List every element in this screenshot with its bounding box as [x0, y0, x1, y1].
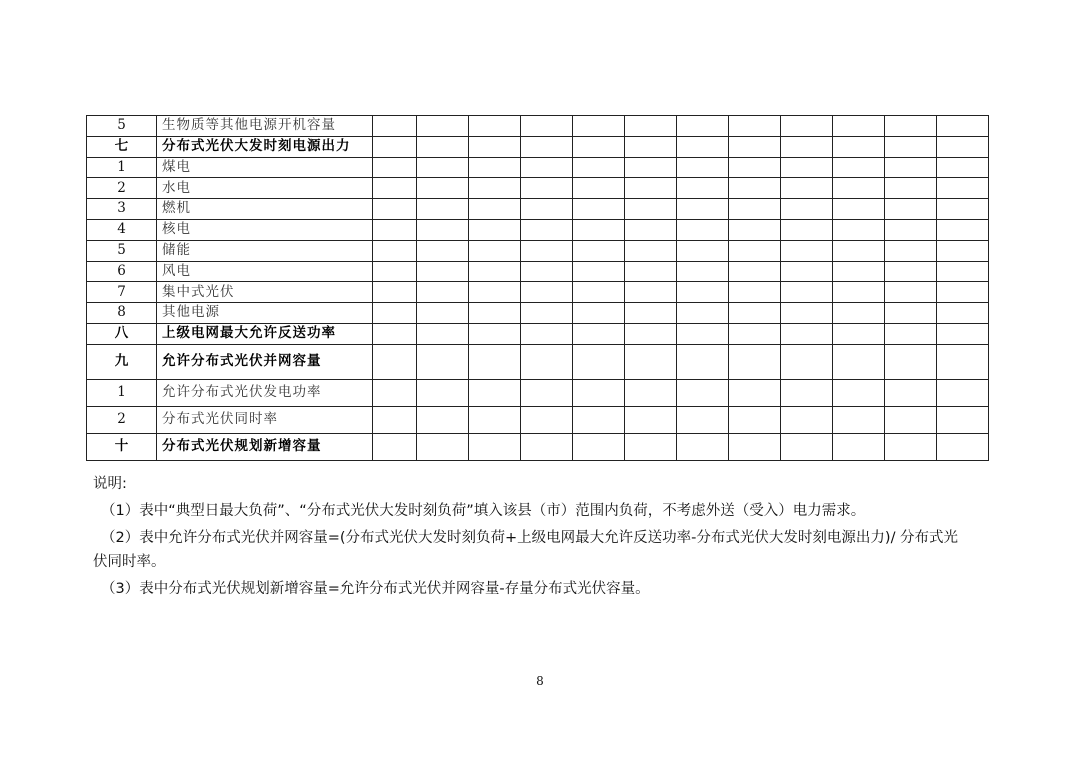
value-cell	[469, 136, 521, 157]
value-cell	[729, 433, 781, 460]
row-label-cell: 储能	[157, 240, 373, 261]
value-cell	[573, 433, 625, 460]
value-cell	[625, 323, 677, 344]
table-row	[87, 323, 989, 344]
table-row	[87, 433, 989, 460]
table-row	[87, 199, 989, 220]
row-label-cell: 其他电源	[157, 303, 373, 324]
value-cell	[521, 433, 573, 460]
row-label-cell: 风电	[157, 261, 373, 282]
value-cell	[521, 303, 573, 324]
value-cell	[781, 379, 833, 406]
value-cell	[729, 240, 781, 261]
value-cell	[573, 136, 625, 157]
value-cell	[625, 433, 677, 460]
row-number-cell: 1	[87, 379, 157, 406]
value-cell	[937, 136, 989, 157]
row-label-cell: 核电	[157, 219, 373, 240]
value-cell	[373, 199, 417, 220]
value-cell	[937, 323, 989, 344]
value-cell	[625, 303, 677, 324]
value-cell	[469, 323, 521, 344]
value-cell	[937, 406, 989, 433]
value-cell	[885, 406, 937, 433]
value-cell	[781, 406, 833, 433]
value-cell	[469, 219, 521, 240]
value-cell	[625, 240, 677, 261]
row-label-cell: 允许分布式光伏发电功率	[157, 379, 373, 406]
row-label-cell: 分布式光伏规划新增容量	[157, 433, 373, 460]
value-cell	[937, 178, 989, 199]
value-cell	[417, 344, 469, 379]
row-label-cell: 水电	[157, 178, 373, 199]
value-cell	[417, 157, 469, 178]
value-cell	[469, 282, 521, 303]
value-cell	[937, 303, 989, 324]
note-item-2-continued: 伏同时率。	[93, 554, 166, 570]
value-cell	[469, 240, 521, 261]
value-cell	[521, 219, 573, 240]
value-cell	[833, 178, 885, 199]
row-label-cell: 燃机	[157, 199, 373, 220]
value-cell	[573, 406, 625, 433]
value-cell	[469, 116, 521, 137]
value-cell	[373, 219, 417, 240]
value-cell	[625, 282, 677, 303]
value-cell	[781, 178, 833, 199]
value-cell	[625, 379, 677, 406]
value-cell	[833, 157, 885, 178]
table-row	[87, 379, 989, 406]
value-cell	[373, 261, 417, 282]
value-cell	[833, 136, 885, 157]
value-cell	[885, 157, 937, 178]
value-cell	[521, 136, 573, 157]
value-cell	[781, 116, 833, 137]
value-cell	[729, 282, 781, 303]
value-cell	[573, 240, 625, 261]
table-row	[87, 261, 989, 282]
value-cell	[885, 116, 937, 137]
value-cell	[729, 261, 781, 282]
value-cell	[833, 219, 885, 240]
value-cell	[677, 379, 729, 406]
value-cell	[833, 406, 885, 433]
value-cell	[833, 379, 885, 406]
row-number-cell: 6	[87, 261, 157, 282]
value-cell	[373, 303, 417, 324]
row-number-cell: 5	[87, 116, 157, 137]
value-cell	[373, 157, 417, 178]
value-cell	[625, 344, 677, 379]
row-number-cell: 十	[87, 433, 157, 460]
value-cell	[469, 178, 521, 199]
value-cell	[417, 219, 469, 240]
value-cell	[729, 323, 781, 344]
value-cell	[677, 323, 729, 344]
value-cell	[781, 157, 833, 178]
value-cell	[417, 116, 469, 137]
value-cell	[625, 261, 677, 282]
note-item-3: （3）表中分布式光伏规划新增容量=允许分布式光伏并网容量-存量分布式光伏容量。	[101, 581, 650, 597]
value-cell	[417, 323, 469, 344]
value-cell	[677, 219, 729, 240]
row-number-cell: 八	[87, 323, 157, 344]
value-cell	[937, 282, 989, 303]
row-label-cell: 生物质等其他电源开机容量	[157, 116, 373, 137]
row-number-cell: 8	[87, 303, 157, 324]
row-number-cell: 2	[87, 406, 157, 433]
value-cell	[373, 379, 417, 406]
value-cell	[937, 344, 989, 379]
value-cell	[781, 344, 833, 379]
value-cell	[521, 282, 573, 303]
value-cell	[573, 116, 625, 137]
value-cell	[573, 323, 625, 344]
value-cell	[729, 379, 781, 406]
value-cell	[677, 303, 729, 324]
value-cell	[625, 406, 677, 433]
value-cell	[781, 433, 833, 460]
value-cell	[469, 157, 521, 178]
value-cell	[573, 282, 625, 303]
value-cell	[521, 379, 573, 406]
value-cell	[729, 157, 781, 178]
table-row	[87, 240, 989, 261]
value-cell	[469, 261, 521, 282]
value-cell	[885, 323, 937, 344]
row-label-cell: 上级电网最大允许反送功率	[157, 323, 373, 344]
row-number-cell: 七	[87, 136, 157, 157]
page-number: 8	[536, 674, 544, 688]
value-cell	[677, 344, 729, 379]
value-cell	[833, 282, 885, 303]
value-cell	[573, 344, 625, 379]
value-cell	[833, 433, 885, 460]
value-cell	[625, 136, 677, 157]
value-cell	[573, 379, 625, 406]
value-cell	[521, 157, 573, 178]
value-cell	[781, 199, 833, 220]
value-cell	[373, 433, 417, 460]
value-cell	[677, 116, 729, 137]
value-cell	[469, 303, 521, 324]
note-item-1: （1）表中“典型日最大负荷”、“分布式光伏大发时刻负荷”填入该县（市）范围内负荷，不考虑外送（受入）电力需求。	[101, 503, 866, 519]
value-cell	[781, 219, 833, 240]
value-cell	[729, 344, 781, 379]
value-cell	[677, 433, 729, 460]
value-cell	[573, 199, 625, 220]
value-cell	[677, 157, 729, 178]
value-cell	[833, 344, 885, 379]
value-cell	[417, 240, 469, 261]
value-cell	[469, 199, 521, 220]
value-cell	[469, 344, 521, 379]
row-number-cell: 5	[87, 240, 157, 261]
value-cell	[729, 136, 781, 157]
value-cell	[417, 136, 469, 157]
value-cell	[833, 303, 885, 324]
value-cell	[885, 303, 937, 324]
value-cell	[937, 157, 989, 178]
value-cell	[833, 240, 885, 261]
value-cell	[573, 261, 625, 282]
row-label-cell: 分布式光伏同时率	[157, 406, 373, 433]
value-cell	[573, 303, 625, 324]
value-cell	[885, 433, 937, 460]
value-cell	[469, 433, 521, 460]
value-cell	[625, 199, 677, 220]
value-cell	[417, 282, 469, 303]
value-cell	[677, 199, 729, 220]
row-number-cell: 4	[87, 219, 157, 240]
value-cell	[937, 199, 989, 220]
value-cell	[677, 178, 729, 199]
value-cell	[833, 116, 885, 137]
value-cell	[469, 379, 521, 406]
value-cell	[937, 219, 989, 240]
table-row	[87, 303, 989, 324]
value-cell	[417, 379, 469, 406]
value-cell	[885, 178, 937, 199]
value-cell	[521, 178, 573, 199]
value-cell	[885, 282, 937, 303]
value-cell	[833, 261, 885, 282]
value-cell	[625, 157, 677, 178]
value-cell	[373, 344, 417, 379]
value-cell	[373, 178, 417, 199]
table-row	[87, 219, 989, 240]
row-label-cell: 集中式光伏	[157, 282, 373, 303]
note-item-2: （2）表中允许分布式光伏并网容量=(分布式光伏大发时刻负荷+上级电网最大允许反送功率-分布式光伏大发时刻电源出力)/ 分布式光	[101, 530, 959, 546]
value-cell	[885, 240, 937, 261]
row-label-cell: 分布式光伏大发时刻电源出力	[157, 136, 373, 157]
row-number-cell: 3	[87, 199, 157, 220]
value-cell	[885, 219, 937, 240]
value-cell	[937, 261, 989, 282]
value-cell	[521, 406, 573, 433]
value-cell	[521, 240, 573, 261]
value-cell	[677, 282, 729, 303]
value-cell	[373, 116, 417, 137]
value-cell	[781, 136, 833, 157]
row-number-cell: 九	[87, 344, 157, 379]
table-row	[87, 157, 989, 178]
value-cell	[885, 344, 937, 379]
row-number-cell: 7	[87, 282, 157, 303]
value-cell	[885, 261, 937, 282]
value-cell	[937, 433, 989, 460]
value-cell	[781, 240, 833, 261]
value-cell	[937, 240, 989, 261]
value-cell	[677, 406, 729, 433]
value-cell	[417, 261, 469, 282]
value-cell	[781, 323, 833, 344]
value-cell	[729, 199, 781, 220]
value-cell	[373, 136, 417, 157]
value-cell	[521, 116, 573, 137]
value-cell	[937, 116, 989, 137]
table-row	[87, 116, 989, 137]
table-row	[87, 406, 989, 433]
value-cell	[573, 178, 625, 199]
row-number-cell: 2	[87, 178, 157, 199]
value-cell	[729, 219, 781, 240]
value-cell	[417, 199, 469, 220]
value-cell	[677, 240, 729, 261]
value-cell	[417, 303, 469, 324]
table-row	[87, 136, 989, 157]
row-label-cell: 允许分布式光伏并网容量	[157, 344, 373, 379]
value-cell	[573, 219, 625, 240]
value-cell	[729, 178, 781, 199]
row-number-cell: 1	[87, 157, 157, 178]
value-cell	[885, 379, 937, 406]
value-cell	[729, 116, 781, 137]
value-cell	[937, 379, 989, 406]
value-cell	[373, 406, 417, 433]
value-cell	[625, 219, 677, 240]
value-cell	[373, 240, 417, 261]
value-cell	[677, 136, 729, 157]
value-cell	[573, 157, 625, 178]
value-cell	[373, 282, 417, 303]
value-cell	[833, 323, 885, 344]
value-cell	[625, 116, 677, 137]
value-cell	[833, 199, 885, 220]
value-cell	[417, 178, 469, 199]
table-row	[87, 282, 989, 303]
notes-heading: 说明:	[93, 476, 127, 492]
value-cell	[885, 199, 937, 220]
value-cell	[521, 344, 573, 379]
value-cell	[417, 406, 469, 433]
value-cell	[677, 261, 729, 282]
value-cell	[521, 323, 573, 344]
value-cell	[729, 406, 781, 433]
value-cell	[417, 433, 469, 460]
row-label-cell: 煤电	[157, 157, 373, 178]
value-cell	[625, 178, 677, 199]
table-row	[87, 344, 989, 379]
value-cell	[521, 199, 573, 220]
value-cell	[781, 303, 833, 324]
value-cell	[373, 323, 417, 344]
table-row	[87, 178, 989, 199]
value-cell	[885, 136, 937, 157]
value-cell	[469, 406, 521, 433]
value-cell	[781, 261, 833, 282]
value-cell	[729, 303, 781, 324]
value-cell	[781, 282, 833, 303]
value-cell	[521, 261, 573, 282]
capacity-table	[86, 115, 989, 461]
